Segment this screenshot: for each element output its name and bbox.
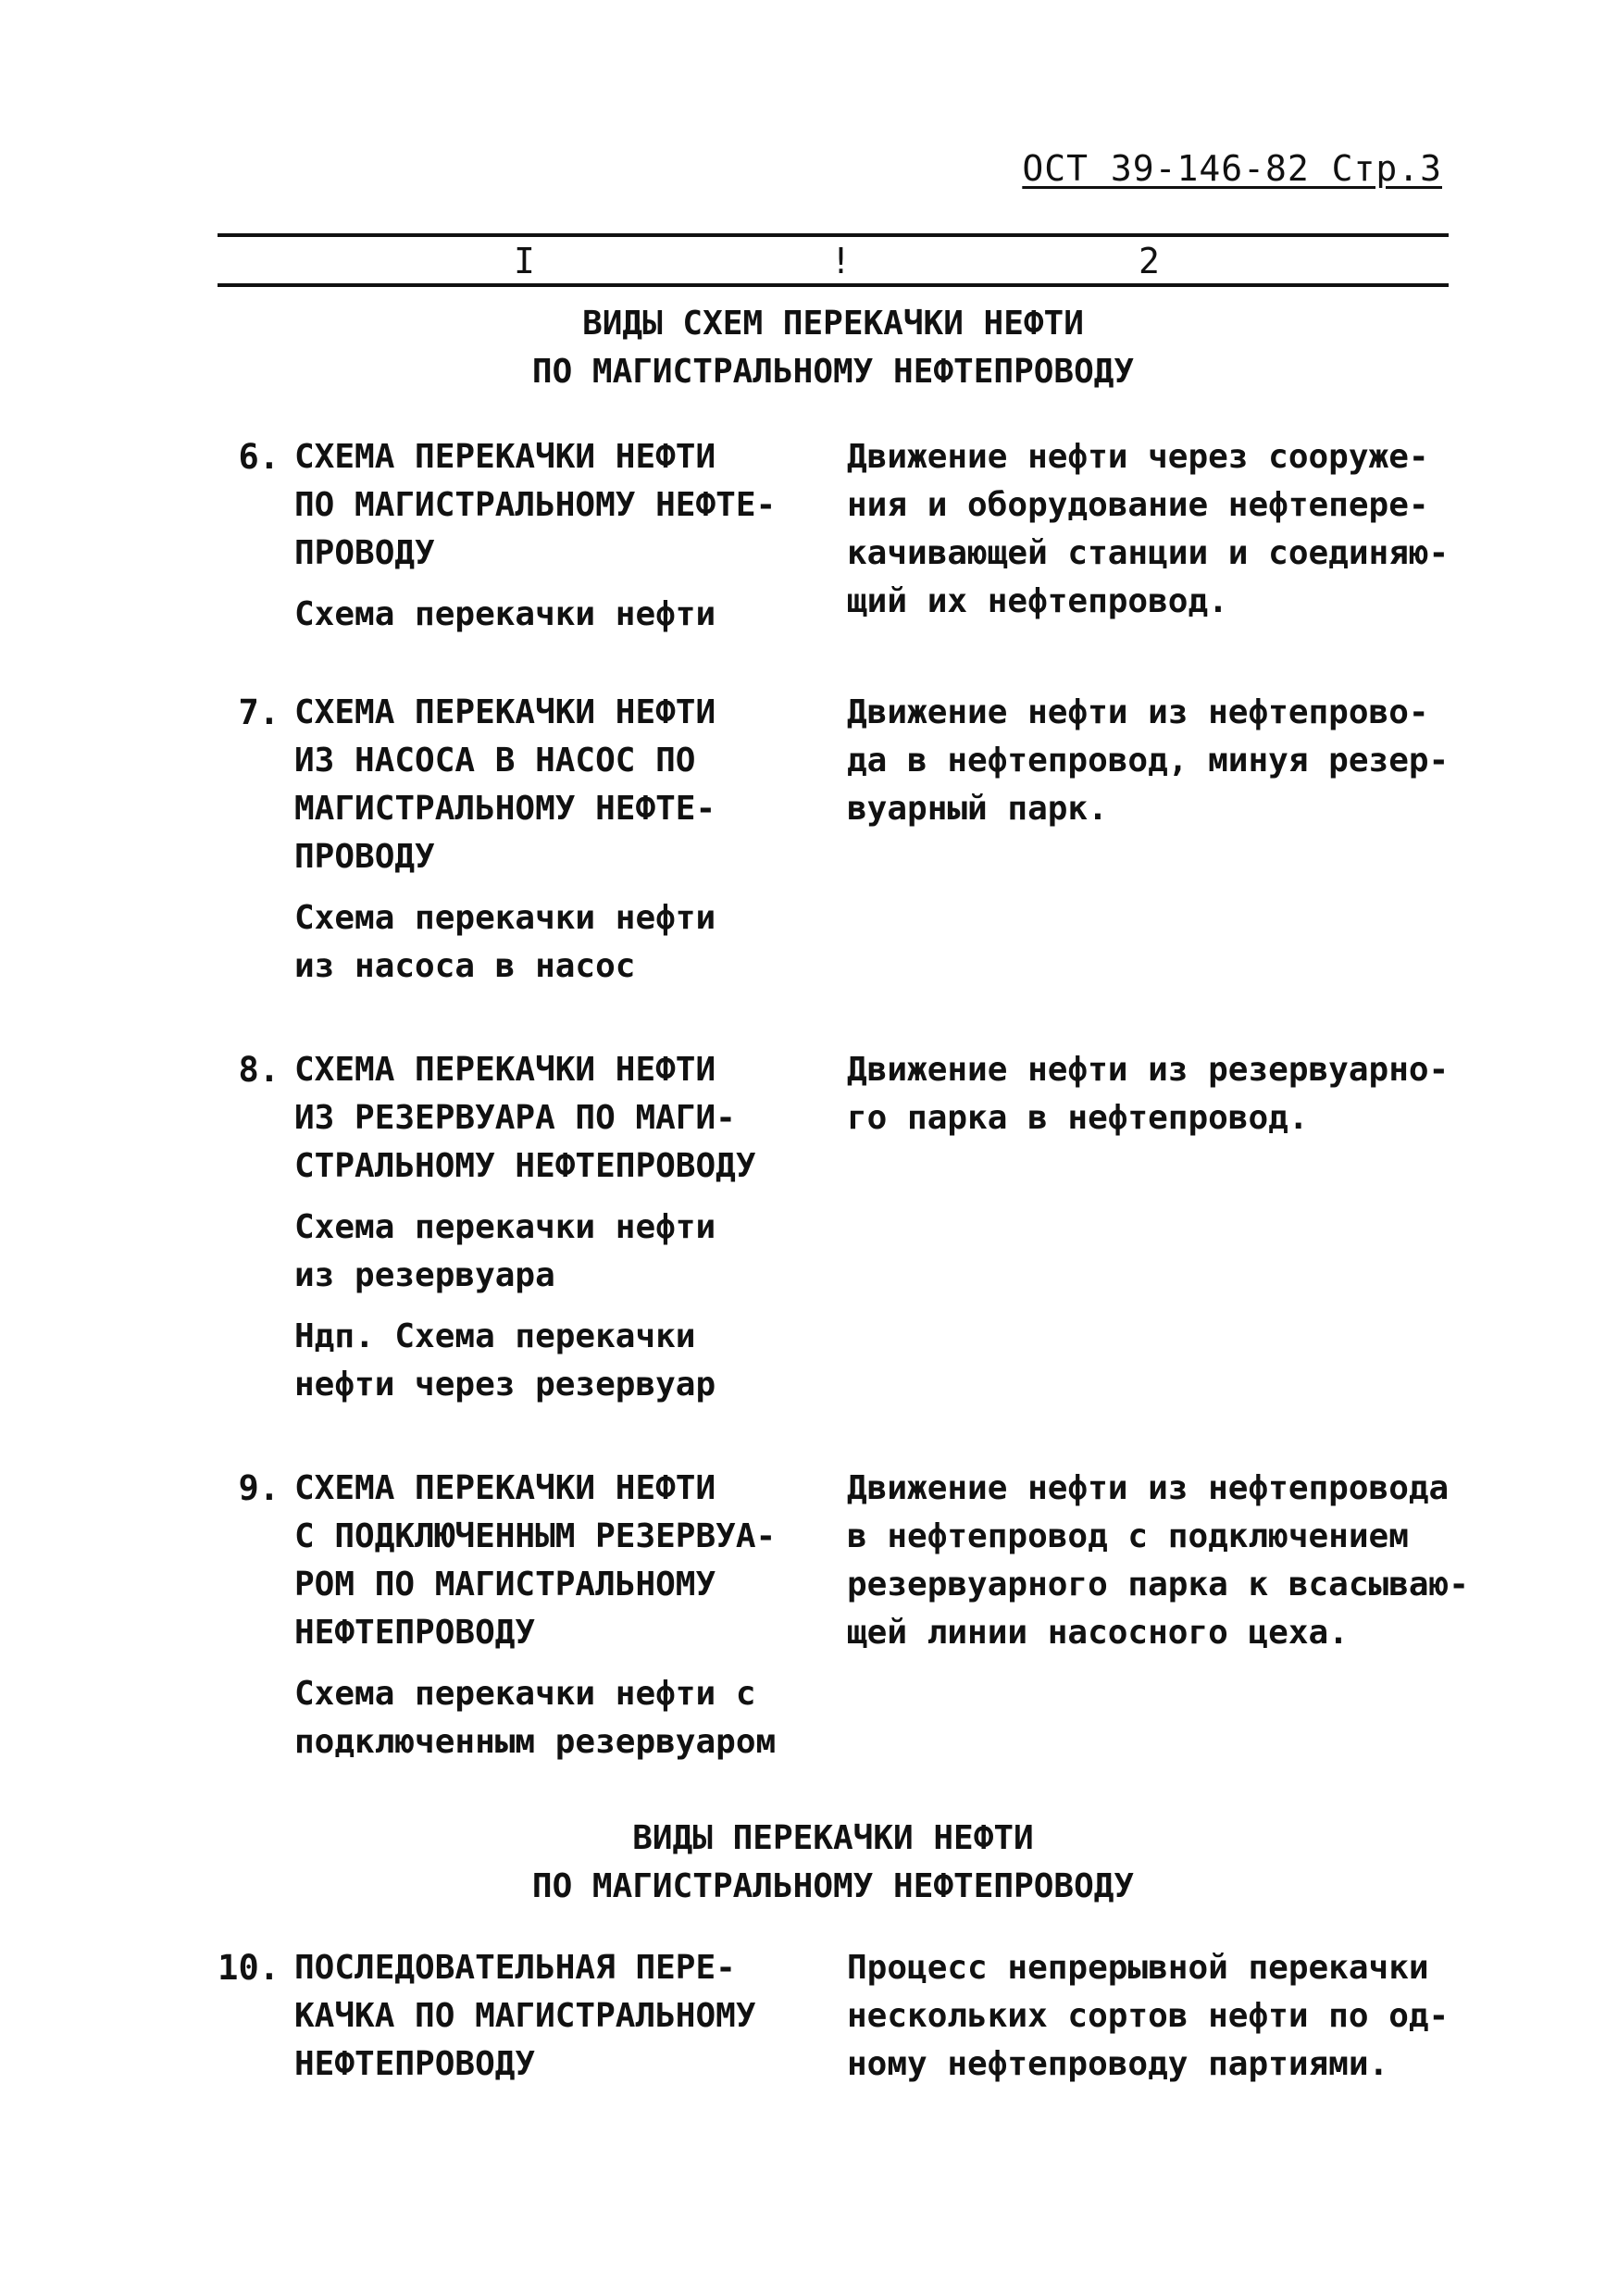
term-block xyxy=(294,689,813,991)
section-title-line: ВИДЫ ПЕРЕКАЧКИ НЕФТИ xyxy=(632,1819,1034,1857)
term-line: КАЧКА ПО МАГИСТРАЛЬНОМУ xyxy=(294,1997,756,2035)
term-line: РОМ ПО МАГИСТРАЛЬНОМУ xyxy=(294,1566,716,1603)
term-line: СХЕМА ПЕРЕКАЧКИ НЕФТИ xyxy=(294,693,716,731)
term-line: С ПОДКЛЮЧЕННЫМ РЕЗЕРВУА- xyxy=(294,1517,777,1555)
term-definition: Движение нефти из нефтепрово- да в нефтепровод, минуя резер- вуарный парк. xyxy=(847,693,1450,828)
term-line: НЕФТЕПРОВОДУ xyxy=(294,2045,536,2083)
term-line: ПРОВОДУ xyxy=(294,534,435,572)
term-line: СХЕМА ПЕРЕКАЧКИ НЕФТИ xyxy=(294,1469,716,1507)
section-title-line: ВИДЫ СХЕМ ПЕРЕКАЧКИ НЕФТИ xyxy=(582,305,1084,343)
term-line: СТРАЛЬНОМУ НЕФТЕПРОВОДУ xyxy=(294,1147,756,1185)
column-1-header: I xyxy=(514,241,535,281)
term-synonym: Схема перекачки нефти с подключенным резервуаром xyxy=(294,1675,777,1761)
entry-number: 6. xyxy=(238,437,280,477)
term-block xyxy=(294,1944,813,2089)
term-line: ИЗ НАСОСА В НАСОС ПО xyxy=(294,742,696,780)
column-separator: ! xyxy=(830,241,852,281)
entry-number: 7. xyxy=(238,693,280,732)
term-definition: Движение нефти из нефтепровода в нефтепровод с подключением резервуарного парка к всасываю- щей линии насосного цеха. xyxy=(847,1469,1469,1652)
term-block xyxy=(294,1465,813,1766)
term-line: СХЕМА ПЕРЕКАЧКИ НЕФТИ xyxy=(294,1051,716,1089)
term-definition: Движение нефти через сооруже- ния и оборудование нефтепере- качивающей станции и соединяю- щий их нефтепровод. xyxy=(847,438,1450,620)
term-synonym: Схема перекачки нефти из резервуара xyxy=(294,1208,716,1294)
term-definition: Процесс непрерывной перекачки нескольких сортов нефти по од- ному нефтепроводу партиями. xyxy=(847,1949,1450,2083)
term-block xyxy=(294,433,813,639)
term-synonym: Схема перекачки нефти из насоса в насос xyxy=(294,899,716,985)
column-2-header: 2 xyxy=(1139,241,1160,281)
term-line: НЕФТЕПРОВОДУ xyxy=(294,1614,536,1652)
entry-number: 9. xyxy=(238,1468,280,1508)
table-top-rule xyxy=(218,233,1449,237)
term-synonym-nonrecommended: Ндп. Схема перекачки нефти через резервуар xyxy=(294,1317,716,1404)
term-line: МАГИСТРАЛЬНОМУ НЕФТЕ- xyxy=(294,790,716,828)
term-line: ИЗ РЕЗЕРВУАРА ПО МАГИ- xyxy=(294,1099,736,1137)
section-title-line: ПО МАГИСТРАЛЬНОМУ НЕФТЕПРОВОДУ xyxy=(531,353,1135,391)
table-header-rule xyxy=(218,283,1449,287)
term-line: ПРОВОДУ xyxy=(294,838,435,876)
section-title xyxy=(218,300,1449,396)
term-synonym: Схема перекачки нефти xyxy=(294,595,716,633)
entry-number: 10. xyxy=(218,1948,280,1988)
term-block xyxy=(294,1046,813,1409)
section-title-line: ПО МАГИСТРАЛЬНОМУ НЕФТЕПРОВОДУ xyxy=(531,1867,1135,1905)
term-definition: Движение нефти из резервуарно- го парка в нефтепровод. xyxy=(847,1051,1450,1137)
term-line: ПОСЛЕДОВАТЕЛЬНАЯ ПЕРЕ- xyxy=(294,1949,736,1987)
entry-number: 8. xyxy=(238,1050,280,1090)
term-line: СХЕМА ПЕРЕКАЧКИ НЕФТИ xyxy=(294,438,716,476)
document-code: ОСТ 39-146-82 Стр.3 xyxy=(1022,148,1442,189)
section-title xyxy=(218,1815,1449,1911)
term-line: ПО МАГИСТРАЛЬНОМУ НЕФТЕ- xyxy=(294,486,777,524)
